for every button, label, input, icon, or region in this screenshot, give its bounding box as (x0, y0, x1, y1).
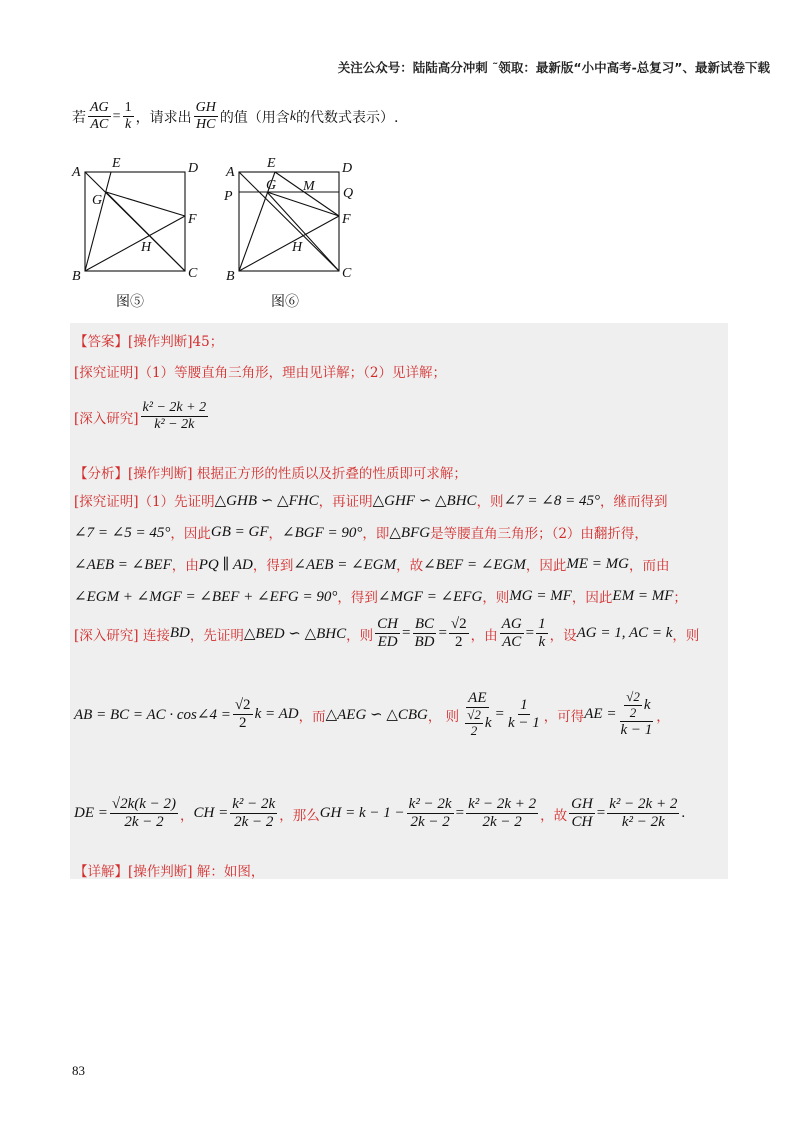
text-run: ，则 (672, 627, 700, 644)
segment-bf (239, 216, 339, 271)
label-a: A (226, 165, 235, 180)
fraction-numerator: √2 (467, 707, 481, 723)
text-run: ，设 (549, 627, 577, 644)
text-run: ，继而得到 (599, 494, 668, 510)
fraction (233, 697, 253, 733)
analysis-line-7: AB = BC = AC · cos∠4 = $\frac{√2}{2}$ k = AD ，而 △AEG ∽ △CBG ， 则 AE $\frac{√2}{2}$ k = $\frac{1}{k - 1}$ ，可得 AE = $\frac{√2}{2}$ k k − 1 ， (74, 689, 670, 739)
math-run: AB = BC = AC · cos∠4 = (74, 707, 231, 724)
geometry-figures (66, 150, 386, 312)
fraction (618, 690, 654, 739)
fraction-gh-hc (194, 100, 218, 133)
label-g: G (266, 178, 277, 193)
math-run: △GHB ∽ △FHC (214, 492, 319, 509)
fraction-numerator: √2 (449, 616, 469, 634)
fraction-numerator: AG (500, 616, 524, 634)
fraction (412, 616, 436, 652)
label-g: G (92, 193, 103, 208)
fraction-denominator: 2 (455, 634, 463, 651)
fraction-numerator: CH (375, 616, 400, 634)
text-run: ，再证明 (318, 494, 373, 510)
nested-fraction (465, 708, 483, 739)
fraction-denominator: k − 1 (507, 715, 540, 732)
fraction-denominator: BD (414, 634, 435, 651)
fraction-numerator: AG (88, 100, 111, 117)
fraction (110, 796, 178, 832)
analysis-line-1 (74, 462, 467, 482)
math-run: ∠AEB = ∠EGM (293, 556, 397, 573)
label-b: B (226, 269, 235, 284)
detail-text: [操作判断] 解：如图， (128, 864, 265, 880)
label-d: D (342, 161, 353, 176)
fraction-numerator: k² − 2k + 2 (466, 796, 538, 814)
analysis-line-2 (74, 490, 667, 510)
fraction-denominator: AC (502, 634, 522, 651)
fraction (500, 616, 524, 652)
math-run: BD (169, 625, 190, 642)
fraction-numerator: √2 (626, 689, 640, 704)
nested-fraction (624, 690, 642, 721)
analysis-line-5 (74, 586, 687, 606)
analysis-tag: 【分析】 (74, 466, 128, 482)
fraction-numerator: k² − 2k (407, 796, 454, 814)
answer-fraction (141, 400, 209, 433)
math-run: ∠BEF = ∠EGM (423, 556, 526, 573)
math-run: △GHF ∽ △BHC (372, 492, 477, 509)
label-b: B (72, 269, 81, 284)
answer-text: [操作判断]45； (128, 334, 224, 350)
fraction-denominator: k − 1 (620, 721, 653, 738)
fraction-numerator: AE (466, 690, 488, 708)
fraction (569, 796, 595, 832)
text-run: [探究证明]（1）先证明 (74, 494, 215, 510)
math-run: k (643, 696, 651, 713)
math-run: ∠BGF = 90° (282, 524, 363, 541)
text-run: ，因此 (525, 558, 567, 574)
question-suffix: 的值（用含 (219, 109, 290, 126)
math-run: AE = (584, 706, 617, 723)
fraction-denominator: k² − 2k (154, 417, 195, 433)
text-run: ，得到 (337, 590, 378, 606)
math-run: ∠AEB = ∠BEF (74, 556, 172, 573)
math-run: △BED ∽ △BHC (243, 626, 347, 643)
fraction-denominator: k² − 2k (621, 814, 665, 831)
answer-line-2: [探究证明]（1）等腰直角三角形，理由见详解；（2）见详解； (74, 365, 446, 381)
segment-be (85, 172, 111, 271)
figure-6-caption: 图⑥ (271, 294, 299, 310)
text-run: ，则 (476, 494, 504, 510)
text-run: ，则 (482, 590, 510, 606)
math-run: AG = 1, AC = k (576, 625, 673, 642)
text-run: ，则 (346, 627, 374, 644)
analysis-line-3 (74, 522, 648, 542)
question-variable: k (289, 108, 297, 124)
text-run: ，故 (540, 807, 568, 824)
math-run: CH = (193, 805, 229, 822)
figure-5 (85, 172, 185, 271)
fraction (466, 796, 538, 832)
page-header: 关注公众号：陆陆高分冲刺 ˜领取：最新版“小中高考-总复习”、最新试卷下载 (337, 60, 770, 75)
fraction-denominator (461, 708, 493, 739)
math-run: GH = k − 1 − (319, 805, 405, 822)
fraction (375, 616, 400, 652)
fraction (230, 796, 277, 832)
label-h: H (292, 240, 303, 255)
fraction-denominator: 2 (470, 723, 478, 739)
answer-line-3 (74, 400, 210, 433)
fraction-denominator: ED (377, 634, 398, 651)
label-q: Q (343, 186, 354, 201)
label-e: E (267, 156, 276, 171)
fraction-denominator: 2k − 2 (482, 814, 522, 831)
fraction (506, 697, 542, 733)
text-run: ， 则 (427, 708, 460, 725)
label-f: F (188, 212, 197, 227)
question-line (72, 100, 398, 133)
label-p: P (224, 189, 233, 204)
text-run: ，因此 (571, 590, 613, 606)
math-run: ∠EGM + ∠MGF = ∠BEF + ∠EFG = 90° (74, 588, 338, 605)
text-run: ，由 (171, 558, 199, 574)
analysis-text: [操作判断] 根据正方形的性质以及折叠的性质即可求解； (128, 466, 467, 482)
label-c: C (188, 266, 198, 281)
segment-bf (85, 216, 185, 271)
math-run: MG = MF (509, 587, 572, 604)
fraction-ag-ac (88, 100, 111, 133)
fraction-denominator: k (538, 634, 546, 651)
label-d: D (188, 161, 199, 176)
page-number: 83 (72, 1063, 85, 1078)
fraction-numerator: k² − 2k + 2 (141, 400, 209, 417)
fraction (461, 690, 493, 739)
math-run: ∠7 = ∠8 = 45° (503, 492, 600, 509)
fraction-numerator: 1 (518, 697, 530, 715)
fraction (449, 616, 469, 652)
math-run: k = AD (254, 706, 299, 723)
math-run: ∠7 = ∠5 = 45° (74, 524, 171, 541)
text-run: ，得到 (252, 558, 294, 574)
question-mid: ，请求出 (135, 109, 192, 126)
math-run: △BFG (389, 524, 431, 541)
fraction-numerator: 1 (123, 100, 134, 117)
text-run: ，而由 (629, 558, 670, 574)
figure-5-caption: 图⑤ (116, 294, 144, 310)
text-run: ，故 (396, 558, 424, 574)
fraction-denominator: 2k − 2 (234, 814, 274, 831)
detail-tag: 【详解】 (74, 864, 128, 880)
text-run: ，即 (362, 526, 390, 542)
fraction (607, 796, 679, 832)
analysis-line-4 (74, 554, 670, 574)
math-run: GB = GF (210, 523, 269, 540)
label-h: H (141, 240, 152, 255)
fraction-numerator: BC (413, 616, 436, 634)
fraction (407, 796, 454, 832)
answer-line-1 (74, 330, 223, 350)
analysis-line-8: DE = $\frac{√2k(k - 2)}{2k - 2}$ ， CH = $\frac{\text{k² − 2k}}{2k - 2}$ ，那么 GH = k − 1 − $\frac{\text{k² − 2k}}{2k - 2}$ = $\frac{\text{k² − 2k + 2}}{2k - 2}$ ，故 $\frac{GH}{CH}$ = $\frac{\text{k² − 2k + 2}}{\text{k² − 2k}}$ . (74, 796, 686, 831)
text-run: ，由 (470, 627, 498, 644)
question-prefix: 若 (72, 109, 86, 126)
text-run: 是等腰直角三角形；（2）由翻折得， (430, 526, 648, 542)
fraction-denominator: 2k − 2 (410, 814, 450, 831)
math-run: DE = (74, 805, 108, 822)
math-run: k (484, 715, 492, 732)
text-run: ，可得 (543, 708, 585, 725)
fraction-numerator: GH (569, 796, 595, 814)
math-run: ME = MG (566, 555, 629, 572)
label-f: F (342, 212, 351, 227)
answer-tag-deep: [深入研究] (74, 410, 139, 427)
answer-tag: 【答案】 (74, 334, 128, 350)
label-c: C (342, 266, 352, 281)
text-run: [深入研究] 连接 (74, 627, 170, 644)
analysis-line-9 (74, 860, 264, 880)
text-run: ，而 (298, 708, 326, 725)
text-run: ，因此 (170, 526, 211, 542)
label-a: A (72, 165, 81, 180)
fraction-denominator: 2 (629, 704, 637, 720)
fraction-denominator: 2 (238, 715, 247, 732)
math-run: PQ ∥ AD (198, 556, 253, 573)
fraction-denominator: 2k − 2 (124, 814, 164, 831)
fraction (536, 616, 548, 652)
math-run: △AEG ∽ △CBG (325, 707, 428, 724)
fraction-denominator: AC (90, 117, 109, 133)
fraction-denominator: HC (195, 117, 216, 133)
fraction-denominator: k (124, 117, 132, 133)
question-suffix-2: 的代数式表示）. (296, 109, 399, 126)
segment-ac (239, 172, 339, 271)
label-m: M (303, 179, 315, 194)
text-run: ； (673, 590, 687, 606)
math-run: EM = MF (612, 587, 674, 604)
fraction-numerator: k² − 2k + 2 (607, 796, 679, 814)
fraction-numerator: √2 (233, 697, 253, 715)
fraction-numerator: 1 (536, 616, 548, 634)
equals-sign: = (112, 108, 121, 124)
text-run: ，那么 (279, 807, 320, 824)
figure-6 (239, 172, 339, 271)
fraction-1-k (123, 100, 134, 133)
fraction-numerator: GH (194, 100, 218, 117)
text-run: ， (268, 526, 283, 542)
fraction-numerator: √2k(k − 2) (110, 796, 178, 814)
math-run: ∠MGF = ∠EFG (377, 588, 483, 605)
fraction-numerator: k² − 2k (230, 796, 277, 814)
fraction-denominator: CH (571, 814, 593, 831)
text-run: ，先证明 (189, 627, 244, 644)
label-e: E (112, 156, 121, 171)
fraction-numerator (620, 690, 652, 722)
analysis-line-6: [深入研究] 连接 BD ，先证明 △BED ∽ △BHC ，则 $\frac{CH}{ED}$ = $\frac{BC}{BD}$ = $\frac{√2}{2}$ ，由 $\frac{AG}{AC}$ = $\frac{1}{k}$ ，设 AG = 1, AC = k ，则 (74, 616, 700, 651)
